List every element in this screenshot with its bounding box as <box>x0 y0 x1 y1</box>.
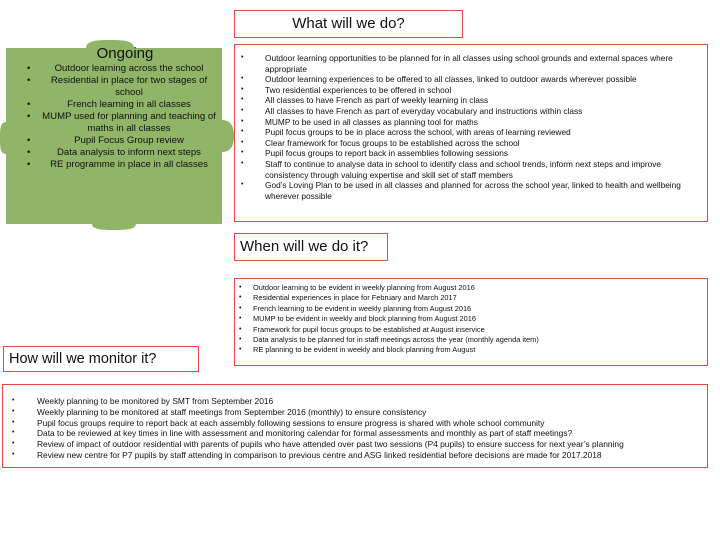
monitor-list <box>7 396 624 461</box>
list-item: • Pupil focus groups require to report back at each assembly following sessions to ensure progress is shared with whole school community <box>7 418 624 429</box>
ongoing-panel <box>27 46 223 171</box>
list-item: • Outdoor learning opportunities to be planned for in all classes using school grounds and external spaces where appropriate <box>239 53 685 74</box>
list-item: • Framework for pupil focus groups to be established at August inservice <box>239 325 539 335</box>
list-item: • Review of impact of outdoor residential with parents of pupils who have attended over past two sessions (P4 pupils) to ensure success for next year’s planning <box>7 439 624 450</box>
list-item: • French learning to be evident in weekly planning from August 2016 <box>239 304 539 314</box>
ongoing-list <box>27 63 223 171</box>
list-item: • Weekly planning to be monitored by SMT from September 2016 <box>7 396 624 407</box>
list-item: • All classes to have French as part of weekly learning in class <box>239 95 685 106</box>
list-item: • Two residential experiences to be offered in school <box>239 85 685 96</box>
when-heading: When will we do it? <box>240 238 369 255</box>
list-item: • RE programme in place in all classes <box>27 159 223 171</box>
list-item: • MUMP to be evident in weekly and block planning from August 2016 <box>239 314 539 324</box>
list-item: • Pupil Focus Group review <box>27 135 223 147</box>
list-item: • Weekly planning to be monitored at staff meetings from September 2016 (monthly) to ensure consistency <box>7 407 624 418</box>
list-item: • RE planning to be evident in weekly and block planning from August <box>239 345 539 355</box>
list-item: • Pupil focus groups to report back in assemblies following sessions <box>239 148 685 159</box>
list-item: • Data to be reviewed at key times in line with assessment and monitoring calendar for formal assessments and monthly as part of staff meetings? <box>7 428 624 439</box>
what-will-we-do-box <box>234 44 708 222</box>
ongoing-heading: Ongoing <box>96 45 154 62</box>
list-item: • Data analysis to be planned for in staff meetings across the year (monthly agenda item) <box>239 335 539 345</box>
list-item: • Outdoor learning across the school <box>27 63 223 75</box>
when-title-box <box>234 233 388 261</box>
what-list <box>239 53 685 201</box>
title-box <box>234 10 463 38</box>
list-item: • Data analysis to inform next steps <box>27 147 223 159</box>
list-item: • Residential experiences in place for February and March 2017 <box>239 293 539 303</box>
list-item: • Outdoor learning to be evident in weekly planning from August 2016 <box>239 283 539 293</box>
list-item: • Outdoor learning experiences to be offered to all classes, linked to outdoor awards wherever possible <box>239 74 685 85</box>
list-item: • God’s Loving Plan to be used in all classes and planned for across the school year, linked to health and wellbeing wherever possible <box>239 180 685 201</box>
monitor-box <box>2 384 708 468</box>
when-box <box>234 278 708 366</box>
monitor-heading: How will we monitor it? <box>9 351 157 367</box>
list-item: • Review new centre for P7 pupils by staff attending in comparison to previous centre and ASG linked residential before decisions are made for 2017.2018 <box>7 450 624 461</box>
monitor-title-box <box>3 346 199 372</box>
list-item: • Staff to continue to analyse data in school to identify class and school trends, inform next steps and improve consistency through valuing expertise and skill set of staff members <box>239 159 685 180</box>
list-item: • MUMP to be used in all classes as planning tool for maths <box>239 117 685 128</box>
list-item: • MUMP used for planning and teaching of maths in all classes <box>27 111 223 135</box>
list-item: • Clear framework for focus groups to be established across the school <box>239 138 685 149</box>
list-item: • French learning in all classes <box>27 99 223 111</box>
list-item: • Pupil focus groups to be in place across the school, with areas of learning reviewed <box>239 127 685 138</box>
list-item: • Residential in place for two stages of school <box>27 75 223 99</box>
list-item: • All classes to have French as part of everyday vocabulary and instructions within class <box>239 106 685 117</box>
page-title: What will we do? <box>292 15 405 32</box>
when-list <box>239 283 539 356</box>
